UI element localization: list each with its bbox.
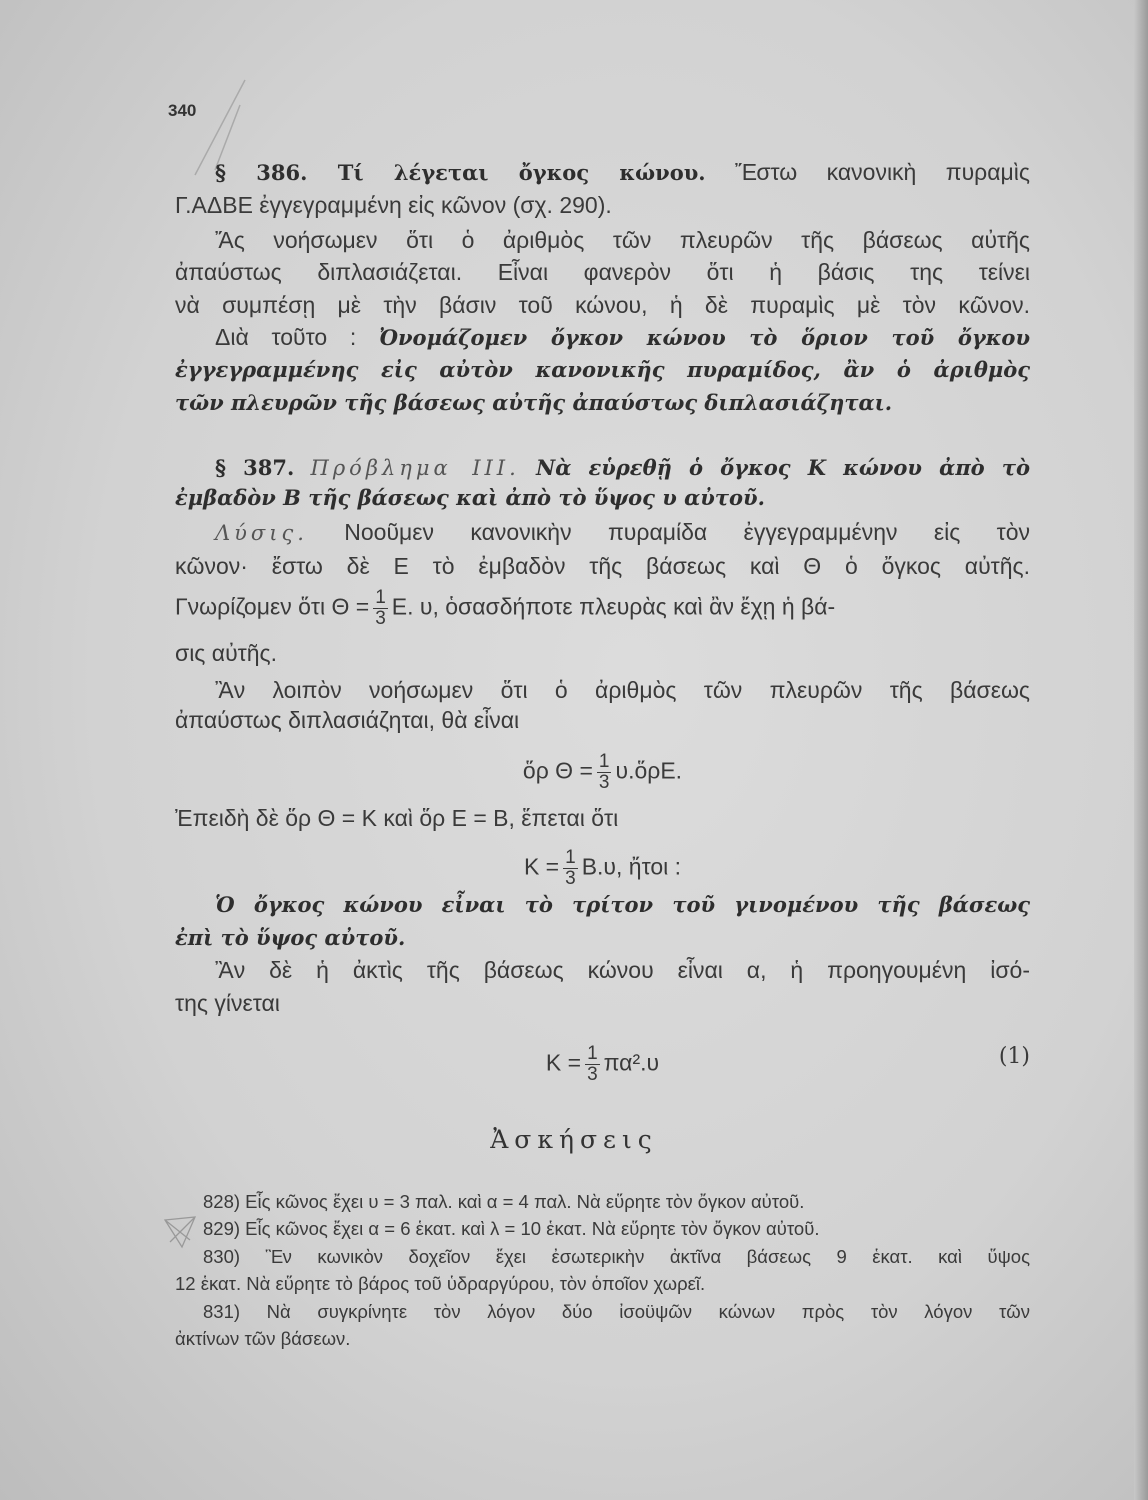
text: Διὰ τοῦτο : [215, 324, 357, 350]
fraction [585, 1044, 600, 1085]
s387-number: § 387. [215, 455, 295, 480]
s386-heading: § 386. Τί λέγεται ὄγκος κώνου. [215, 160, 706, 185]
text: Γνωρίζομεν ὅτι Θ = [175, 593, 370, 620]
s387-line-8: ἀπαύστως διπλασιάζηται, θὰ εἶναι [175, 707, 520, 733]
s387-line-2: ἐμβαδὸν Β τῆς βάσεως καὶ ἀπὸ τὸ ὕψος υ αὐτοῦ. [175, 485, 765, 510]
equation-3 [175, 1044, 1030, 1085]
s387-line-1 [215, 452, 1030, 483]
numerator: 1 [587, 1043, 598, 1064]
s387-line-5 [175, 588, 1030, 629]
numerator: 1 [565, 847, 576, 868]
s386-line-2: Γ.ΑΔΒΕ ἐγγεγραμμένη εἰς κῶνον (σχ. 290). [175, 192, 612, 218]
s387-line-6: σις αὐτῆς. [175, 640, 278, 666]
exercise-831-line-2: ἀκτίνων τῶν βάσεων. [175, 1328, 351, 1349]
exercise-831-line-1: 831) Νὰ συγκρίνητε τὸν λόγον δύο ἰσοϋψῶν κώνων πρὸς τὸν λόγον τῶν [203, 1301, 1030, 1322]
s387-line-3 [215, 517, 1030, 548]
s386-line-3: Ἄς νοήσωμεν ὅτι ὁ ἀριθμὸς τῶν πλευρῶν τῆς βάσεως αὐτῆς [215, 227, 1030, 253]
fraction [563, 848, 578, 889]
s386-line-7: ἐγγεγραμμένης εἰς αὐτὸν κανονικῆς πυραμίδος, ἂν ὁ ἀριθμὸς [175, 357, 1030, 382]
fraction [373, 588, 388, 629]
denominator: 3 [565, 868, 576, 889]
s387-line-10: Ἂν δὲ ἡ ἀκτὶς τῆς βάσεως κώνου εἶναι α, ἡ προηγουμένη ἰσό- [215, 957, 1030, 983]
text: ὅρ Θ = [522, 757, 593, 784]
problem-statement: Νὰ εὑρεθῇ ὁ ὄγκος Κ κώνου ἀπὸ τὸ [536, 455, 1030, 480]
text: Ἔστω κανονικὴ πυραμὶς [735, 159, 1030, 185]
denominator: 3 [587, 1064, 598, 1085]
s387-line-9: Ἐπειδὴ δὲ ὅρ Θ = Κ καὶ ὅρ Ε = Β, ἕπεται ὅτι [175, 805, 619, 831]
exercise-830-line-1: 830) Ἓν κωνικὸν δοχεῖον ἔχει ἐσωτερικὴν ἀκτῖνα βάσεως 9 ἑκατ. καὶ ὕψος [203, 1246, 1030, 1267]
equation-number: (1) [998, 1044, 1030, 1069]
text: Νοοῦμεν κανονικὴν πυραμίδα ἐγγεγραμμένην εἰς τὸν [344, 519, 1030, 545]
problem-label: Πρόβλημα ΙΙΙ. [310, 456, 520, 480]
page-number: 340 [168, 101, 197, 120]
equation-1 [175, 752, 1030, 793]
page-edge [1134, 0, 1148, 1500]
s386-line-1 [215, 157, 1030, 188]
s386-line-5: νὰ συμπέσῃ μὲ τὴν βάσιν τοῦ κώνου, ἡ δὲ πυραμὶς μὲ τὸν κῶνον. [175, 292, 1030, 318]
fraction [597, 752, 612, 793]
theorem-line-2: ἐπὶ τὸ ὕψος αὐτοῦ. [175, 925, 406, 950]
text: Β.υ, ἤτοι : [581, 853, 682, 880]
s387-line-11: της γίνεται [175, 990, 280, 1016]
numerator: 1 [598, 751, 610, 772]
s386-line-4: ἀπαύστως διπλασιάζεται. Εἶναι φανερὸν ὅτι ἡ βάσις της τείνει [175, 259, 1030, 285]
numerator: 1 [375, 587, 386, 608]
solution-label: Λύσις. [215, 521, 308, 545]
s387-line-7: Ἂν λοιπὸν νοήσωμεν ὅτι ὁ ἀριθμὸς τῶν πλευρῶν τῆς βάσεως [215, 677, 1030, 703]
equation-2 [175, 848, 1030, 889]
theorem-line-1: Ὁ ὄγκος κώνου εἶναι τὸ τρίτον τοῦ γινομένου τῆς βάσεως [215, 892, 1030, 917]
denominator: 3 [598, 772, 610, 793]
pencil-star-mark [160, 1212, 200, 1252]
exercises-heading: Ἀσκήσεις [490, 1125, 658, 1154]
text: Ε. υ, ὁσασδήποτε πλευρὰς καὶ ἂν ἔχῃ ἡ βά- [391, 593, 836, 620]
exercise-828: 828) Εἷς κῶνος ἔχει υ = 3 παλ. καὶ α = 4 παλ. Νὰ εὕρητε τὸν ὄγκον αὐτοῦ. [203, 1191, 805, 1212]
text: υ.ὅρΕ. [615, 757, 683, 784]
definition: Ὀνομάζομεν ὄγκον κώνου τὸ ὅριον τοῦ ὄγκου [379, 325, 1031, 350]
s386-line-8: τῶν πλευρῶν τῆς βάσεως αὐτῆς ἀπαύστως διπλασιάζηται. [175, 390, 893, 415]
s386-line-6 [215, 322, 1030, 353]
text: πα².υ [603, 1049, 660, 1076]
text: Κ = [545, 1049, 582, 1076]
exercise-829: 829) Εἷς κῶνος ἔχει α = 6 ἑκατ. καὶ λ = 10 ἑκατ. Νὰ εὕρητε τὸν ὄγκον αὐτοῦ. [203, 1218, 820, 1239]
s387-line-4: κῶνον· ἔστω δὲ Ε τὸ ἐμβαδὸν τῆς βάσεως καὶ Θ ὁ ὄγκος αὐτῆς. [175, 553, 1030, 579]
exercise-830-line-2: 12 ἑκατ. Νὰ εὕρητε τὸ βάρος τοῦ ὑδραργύρου, τὸν ὁποῖον χωρεῖ. [175, 1273, 706, 1294]
denominator: 3 [375, 608, 386, 629]
text: Κ = [523, 853, 560, 880]
